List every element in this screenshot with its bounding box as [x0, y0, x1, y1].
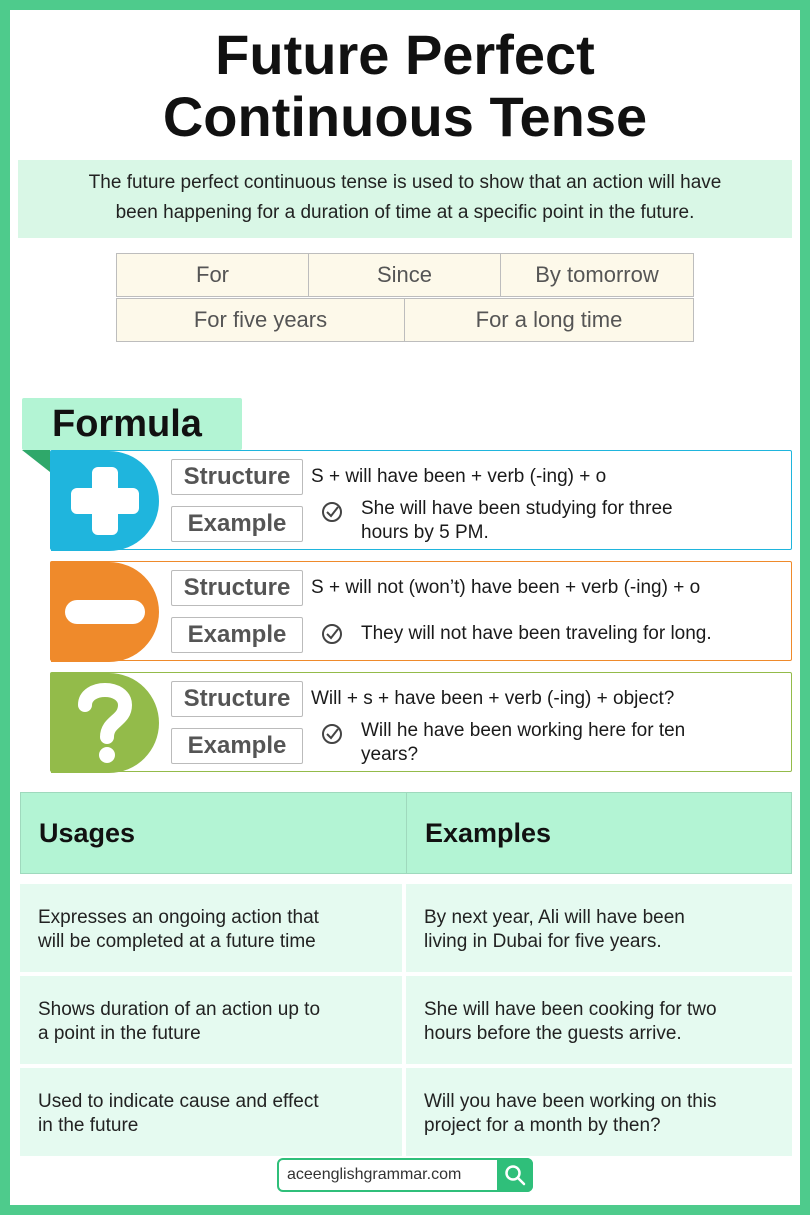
page-title	[10, 24, 800, 148]
formula-heading: Formula	[22, 398, 242, 450]
usage-line-1: Shows duration of an action up to	[38, 999, 321, 1020]
interrogative-structure: Will + s + have been + verb (-ing) + object?	[311, 688, 675, 709]
usage-cell	[20, 884, 402, 972]
usage-line-2: a point in the future	[38, 1023, 201, 1044]
usage-line-1: Expresses an ongoing action that	[38, 907, 319, 928]
usage-cell	[20, 976, 402, 1064]
affirmative-example-line-1: She will have been studying for three	[361, 498, 673, 519]
minus-icon	[51, 562, 159, 662]
header-examples: Examples	[406, 792, 792, 874]
site-search-box[interactable]	[277, 1158, 533, 1192]
check-circle-icon	[321, 723, 343, 745]
check-circle-icon	[321, 623, 343, 645]
structure-label: Structure	[171, 570, 303, 606]
example-cell	[406, 1068, 792, 1156]
formula-tab-fold	[22, 450, 50, 472]
interrogative-example	[361, 719, 781, 767]
affirmative-example	[361, 497, 781, 545]
example-line-1: Will you have been working on this	[424, 1091, 717, 1112]
intro-line-2: been happening for a duration of time at a specific point in the future.	[115, 202, 695, 223]
example-line-1: By next year, Ali will have been	[424, 907, 685, 928]
example-line-2: hours before the guests arrive.	[424, 1023, 682, 1044]
example-label: Example	[171, 506, 303, 542]
formula-row-interrogative	[50, 672, 792, 772]
question-icon	[51, 673, 159, 773]
formula-row-affirmative	[50, 450, 792, 550]
infographic-page	[10, 10, 800, 1205]
title-line-2: Continuous Tense	[162, 85, 648, 148]
example-line-1: She will have been cooking for two	[424, 999, 717, 1020]
formula-row-negative	[50, 561, 792, 661]
example-line-2: project for a month by then?	[424, 1115, 661, 1136]
time-word-by-tomorrow: By tomorrow	[500, 253, 694, 297]
check-circle-icon	[321, 501, 343, 523]
interrogative-example-line-2: years?	[361, 744, 419, 765]
site-url[interactable]: aceenglishgrammar.com	[287, 1166, 462, 1183]
example-cell	[406, 884, 792, 972]
usage-cell	[20, 1068, 402, 1156]
example-label: Example	[171, 617, 303, 653]
usage-line-1: Used to indicate cause and effect	[38, 1091, 319, 1112]
negative-structure: S + will not (won’t) have been + verb (-ing) + o	[311, 577, 701, 598]
example-label: Example	[171, 728, 303, 764]
time-word-for-five-years: For five years	[116, 298, 405, 342]
search-icon	[504, 1164, 526, 1186]
negative-example	[361, 622, 801, 646]
negative-example-line-1: They will not have been traveling for long.	[361, 623, 712, 644]
search-button[interactable]	[497, 1158, 533, 1192]
affirmative-structure: S + will have been + verb (-ing) + o	[311, 466, 607, 487]
example-line-2: living in Dubai for five years.	[424, 931, 662, 952]
title-line-1: Future Perfect	[215, 23, 595, 86]
time-word-since: Since	[308, 253, 501, 297]
example-cell	[406, 976, 792, 1064]
usage-line-2: will be completed at a future time	[38, 931, 316, 952]
interrogative-example-line-1: Will he have been working here for ten	[361, 720, 686, 741]
structure-label: Structure	[171, 681, 303, 717]
affirmative-example-line-2: hours by 5 PM.	[361, 522, 489, 543]
intro-definition	[18, 160, 792, 238]
usage-line-2: in the future	[38, 1115, 139, 1136]
time-word-for: For	[116, 253, 309, 297]
time-word-for-a-long-time: For a long time	[404, 298, 694, 342]
structure-label: Structure	[171, 459, 303, 495]
intro-line-1: The future perfect continuous tense is used to show that an action will have	[88, 172, 722, 193]
header-usages: Usages	[20, 792, 407, 874]
plus-icon	[51, 451, 159, 551]
